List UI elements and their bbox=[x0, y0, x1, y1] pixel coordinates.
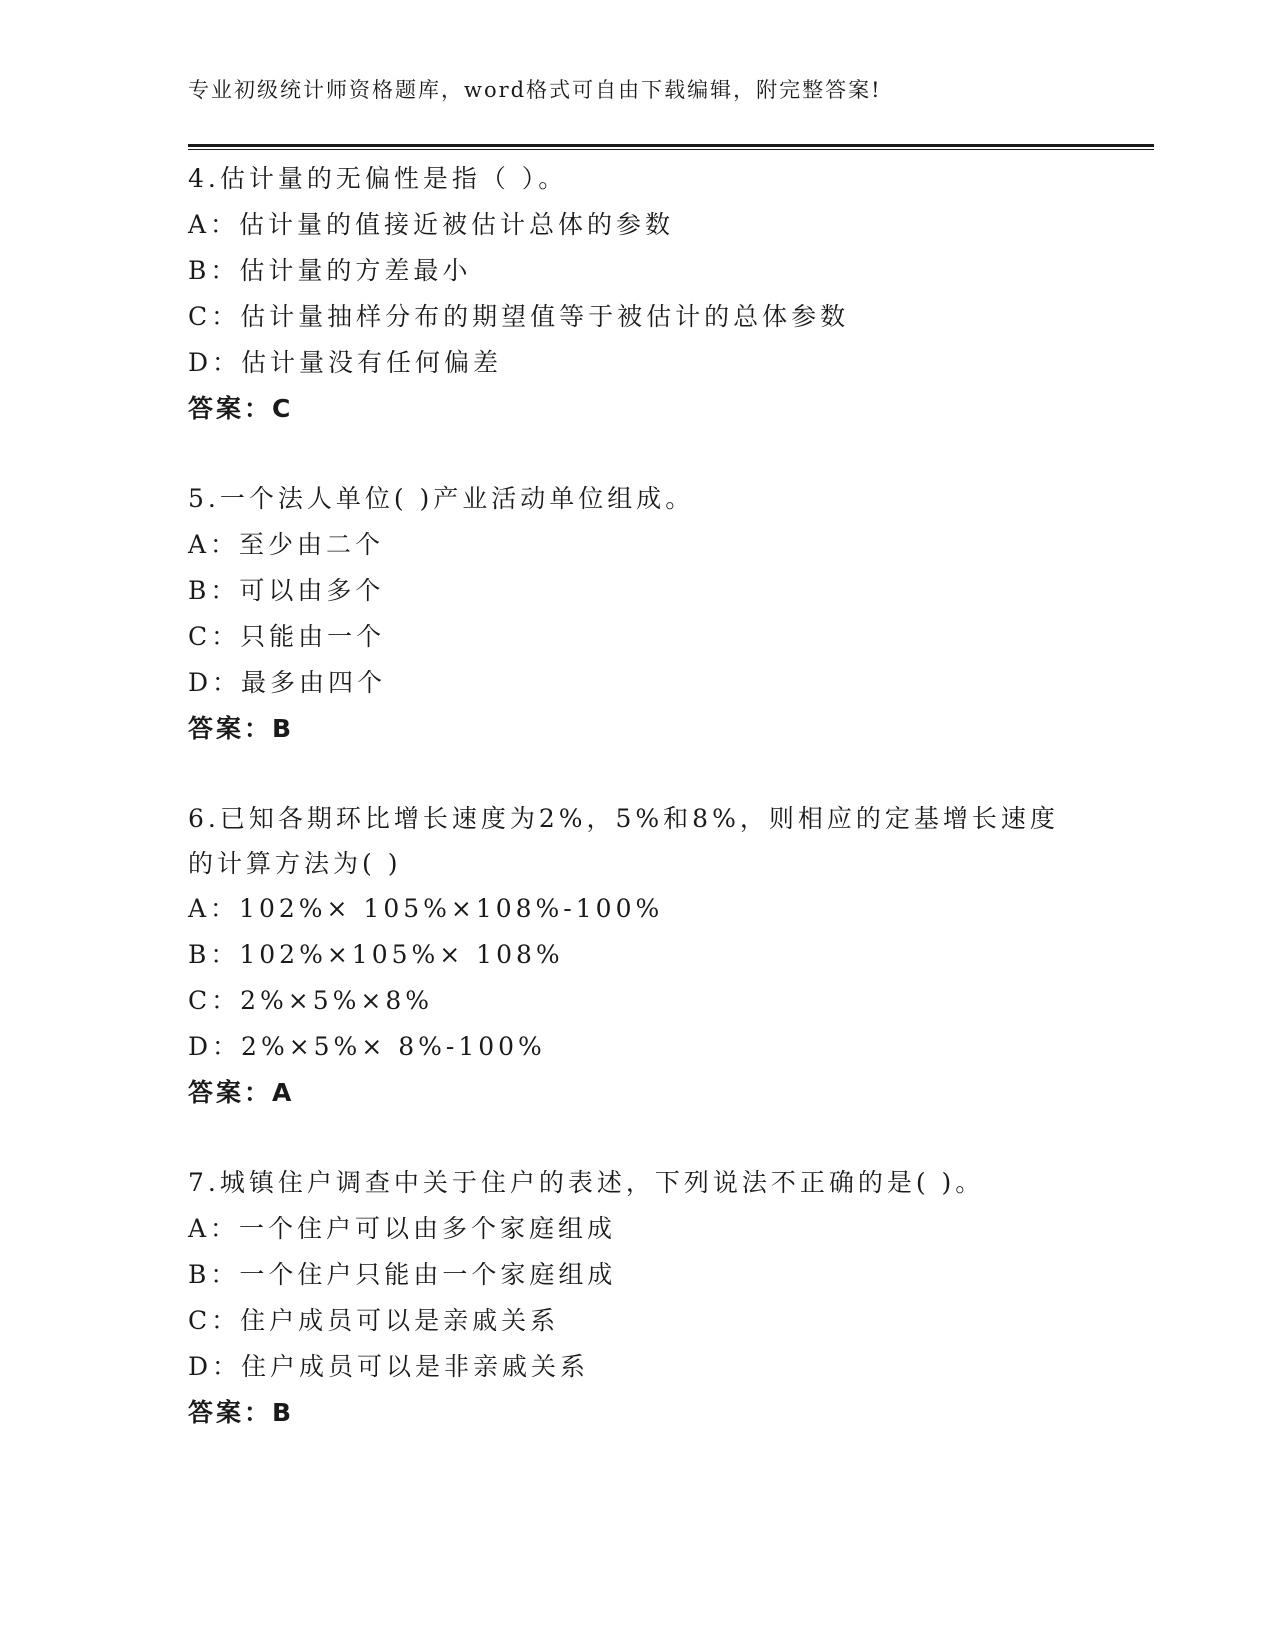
option-d: D：最多由四个 bbox=[188, 668, 387, 697]
option-c: C：2%×5%×8% bbox=[188, 986, 434, 1015]
question-list bbox=[188, 156, 1088, 1480]
question-7 bbox=[188, 1160, 1088, 1436]
option-b: B：102%×105%× 108% bbox=[188, 940, 564, 969]
option-b: B：可以由多个 bbox=[188, 576, 385, 605]
question-stem: 7.城镇住户调查中关于住户的表述，下列说法不正确的是( )。 bbox=[188, 1168, 985, 1197]
page-header: 专业初级统计师资格题库，word格式可自由下载编辑，附完整答案! bbox=[188, 78, 882, 102]
option-c: C：估计量抽样分布的期望值等于被估计的总体参数 bbox=[188, 302, 850, 331]
option-a: A：估计量的值接近被估计总体的参数 bbox=[188, 210, 675, 239]
header-rule-thin bbox=[188, 149, 1154, 150]
question-4 bbox=[188, 156, 1088, 432]
option-c: C：住户成员可以是亲戚关系 bbox=[188, 1306, 560, 1335]
answer-label: 答案：B bbox=[188, 1398, 295, 1427]
question-stem: 4.估计量的无偏性是指（ ）。 bbox=[188, 164, 568, 193]
option-d: D：住户成员可以是非亲戚关系 bbox=[188, 1352, 590, 1381]
answer-label: 答案：A bbox=[188, 1078, 295, 1107]
option-b: B：估计量的方差最小 bbox=[188, 256, 472, 285]
question-6 bbox=[188, 796, 1088, 1116]
answer-label: 答案：B bbox=[188, 714, 295, 743]
option-c: C：只能由一个 bbox=[188, 622, 386, 651]
question-stem: 5.一个法人单位( )产业活动单位组成。 bbox=[188, 484, 695, 513]
question-5 bbox=[188, 476, 1088, 752]
header-rule-thick bbox=[188, 144, 1154, 147]
option-b: B：一个住户只能由一个家庭组成 bbox=[188, 1260, 617, 1289]
option-a: A：至少由二个 bbox=[188, 530, 385, 559]
option-a: A：102%× 105%×108%-100% bbox=[188, 894, 664, 923]
answer-label: 答案：C bbox=[188, 394, 294, 423]
option-a: A：一个住户可以由多个家庭组成 bbox=[188, 1214, 617, 1243]
option-d: D：估计量没有任何偏差 bbox=[188, 348, 503, 377]
option-d: D：2%×5%× 8%-100% bbox=[188, 1032, 546, 1061]
question-stem: 6.已知各期环比增长速度为2%，5%和8%，则相应的定基增长速度的计算方法为( ) bbox=[188, 804, 1059, 878]
